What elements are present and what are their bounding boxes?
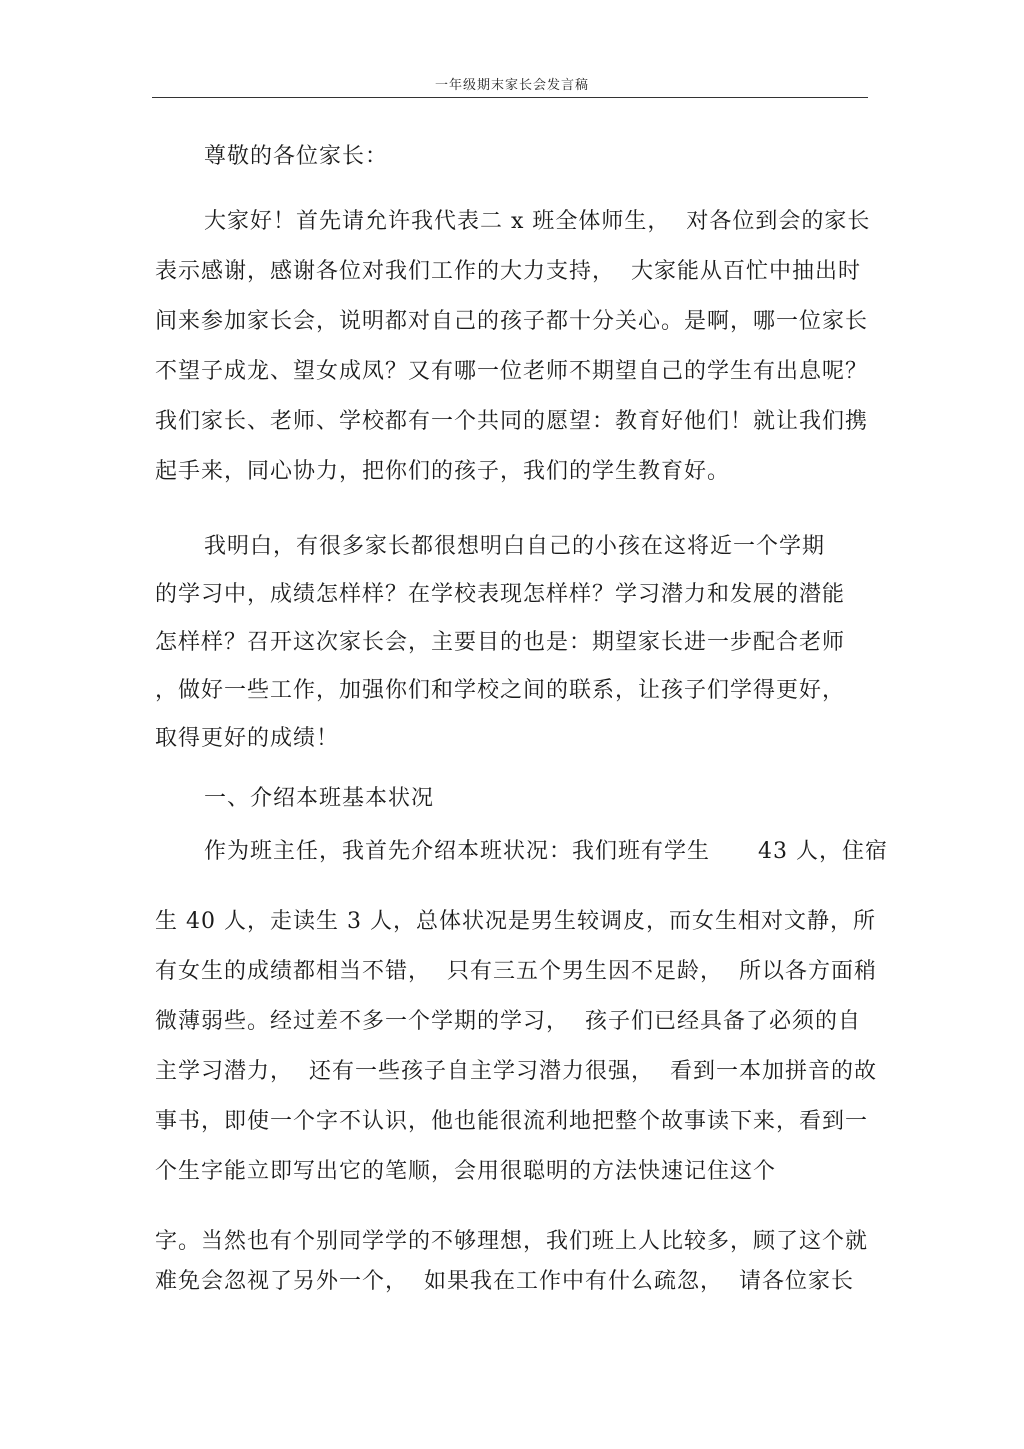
- text-line: ，做好一些工作，加强你们和学校之间的联系，让孩子们学得更好，: [155, 678, 846, 703]
- text-line: 大家好！首先请允许我代表二 x 班全体师生， 对各位到会的家长: [204, 209, 871, 234]
- text-line: 难免会忽视了另外一个， 如果我在工作中有什么疏忽， 请各位家长: [155, 1269, 854, 1294]
- running-header: 一年级期末家长会发言稿: [434, 78, 589, 93]
- text-line: 的学习中，成绩怎样样？在学校表现怎样样？学习潜力和发展的潜能: [155, 582, 846, 607]
- text-line: 间来参加家长会，说明都对自己的孩子都十分关心。是啊，哪一位家长: [155, 309, 869, 334]
- text-line: 我们家长、老师、学校都有一个共同的愿望：教育好他们！就让我们携: [155, 409, 869, 434]
- text-line: 起手来，同心协力，把你们的孩子，我们的学生教育好。: [155, 459, 731, 484]
- text-line: 有女生的成绩都相当不错， 只有三五个男生因不足龄， 所以各方面稍: [155, 959, 877, 984]
- text-line: 怎样样？召开这次家长会，主要目的也是：期望家长进一步配合老师: [155, 630, 846, 655]
- text-line: 个生字能立即写出它的笔顺，会用很聪明的方法快速记住这个: [155, 1159, 777, 1184]
- text-line: 事书，即使一个字不认识，他也能很流利地把整个故事读下来，看到一: [155, 1109, 869, 1134]
- text-line: 主学习潜力， 还有一些孩子自主学习潜力很强， 看到一本加拼音的故: [155, 1059, 877, 1084]
- section-heading: 一、介绍本班基本状况: [204, 786, 435, 811]
- header-rule: [152, 97, 868, 98]
- text-line: 生 40 人，走读生 3 人，总体状况是男生较调皮，而女生相对文静，所: [155, 909, 876, 934]
- text-line: 微薄弱些。经过差不多一个学期的学习， 孩子们已经具备了必须的自: [155, 1009, 861, 1034]
- text-line: 不望子成龙、望女成凤？又有哪一位老师不期望自己的学生有出息呢？: [155, 359, 869, 384]
- text-line: 取得更好的成绩！: [155, 726, 340, 751]
- salutation: 尊敬的各位家长：: [204, 144, 389, 169]
- text-line: 字。当然也有个别同学学的不够理想，我们班上人比较多，顾了这个就: [155, 1229, 869, 1254]
- text-line: 表示感谢，感谢各位对我们工作的大力支持， 大家能从百忙中抽出时: [155, 259, 861, 284]
- text-line: 作为班主任，我首先介绍本班状况：我们班有学生 43 人，住宿: [204, 839, 888, 864]
- text-line: 我明白，有很多家长都很想明白自己的小孩在这将近一个学期: [204, 534, 826, 559]
